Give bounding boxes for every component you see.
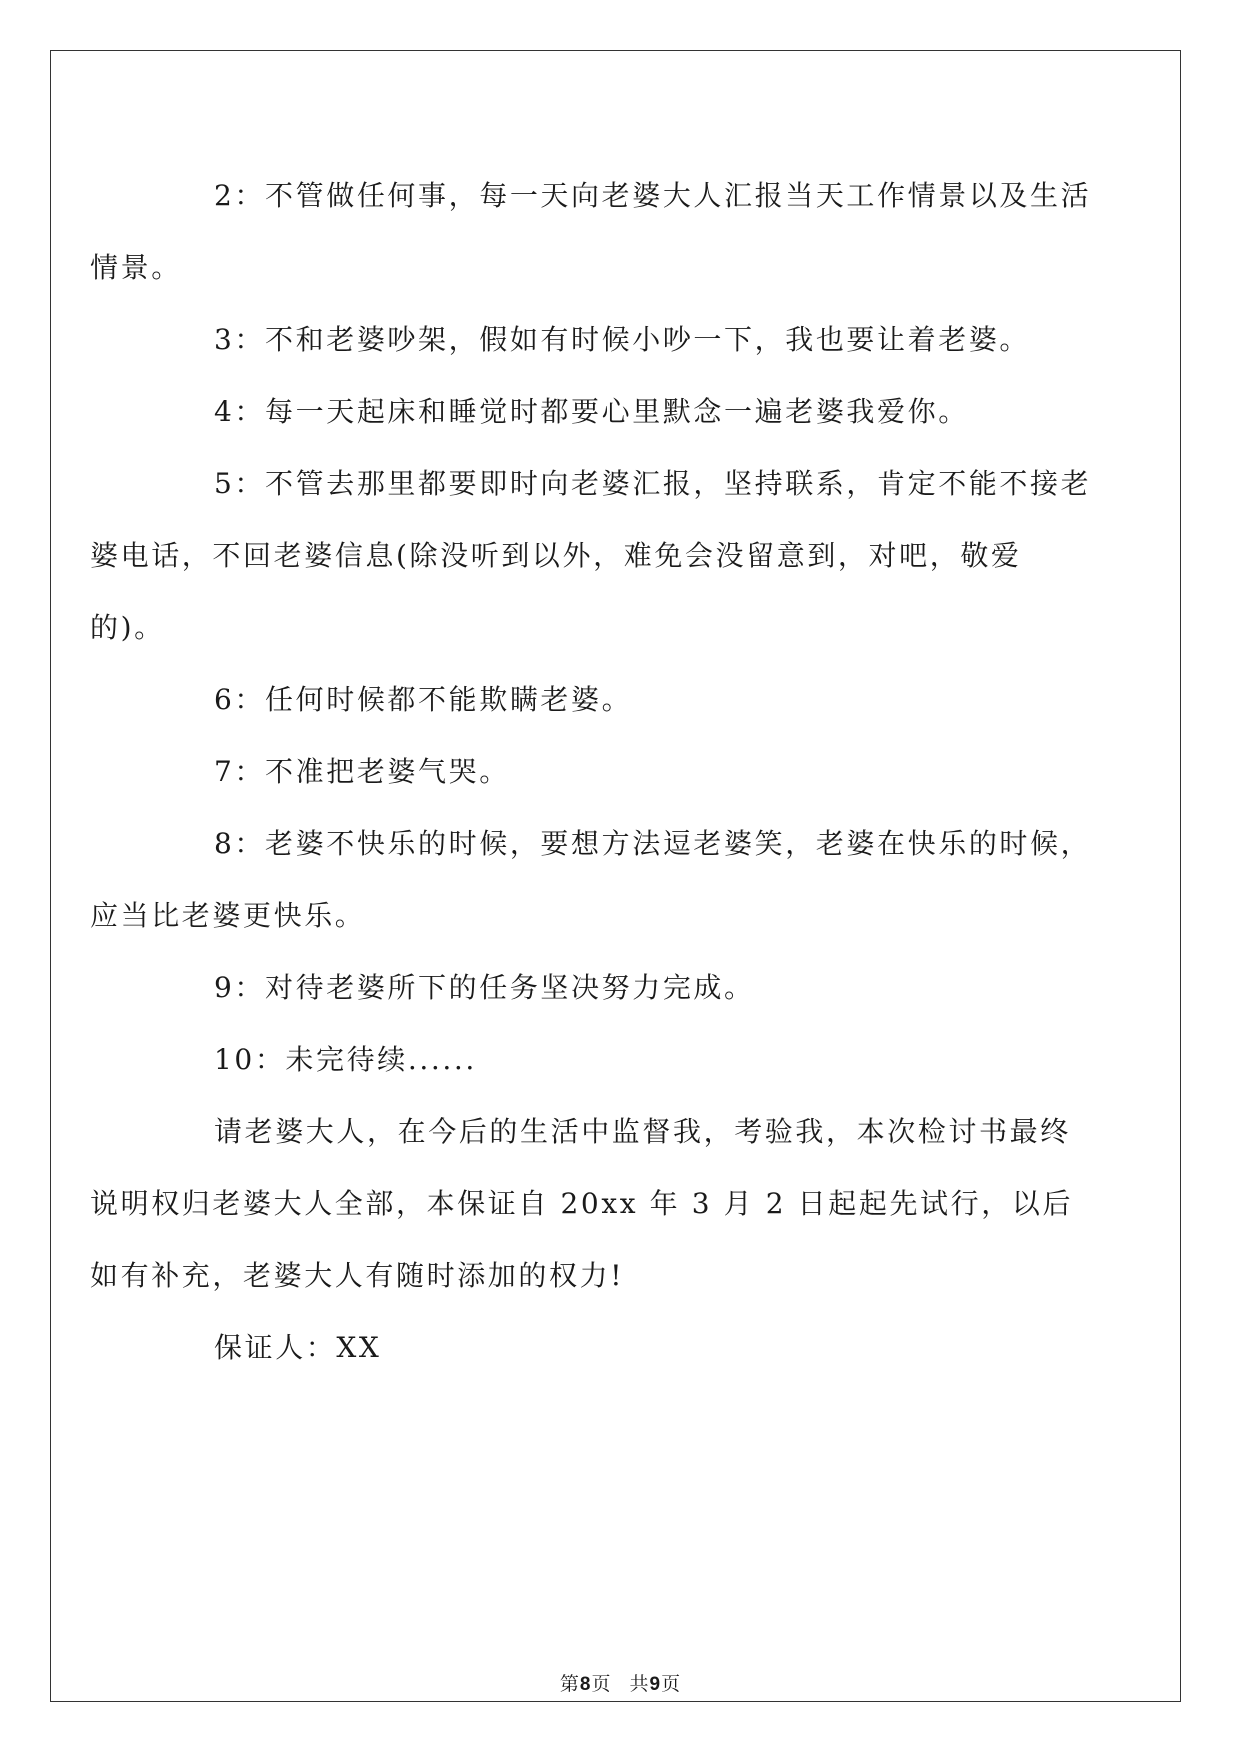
paragraph-item-2 (90, 160, 1092, 304)
text-line: 的)。 (90, 611, 165, 644)
text-line: 3：不和老婆吵架，假如有时候小吵一下，我也要让着老婆。 (214, 323, 1031, 356)
paragraph-item-5 (90, 448, 1092, 664)
total-pages-number: 9 (649, 1674, 662, 1695)
footer-total-suffix: 页 (661, 1673, 682, 1695)
text-line: 保证人：XX (214, 1331, 382, 1364)
paragraph-item-8 (90, 808, 1092, 952)
text-line: 请老婆大人，在今后的生活中监督我，考验我，本次检讨书最终 (214, 1115, 1071, 1148)
text-line: 7：不准把老婆气哭。 (214, 755, 510, 788)
text-line: 5：不管去那里都要即时向老婆汇报，坚持联系，肯定不能不接老 (214, 467, 1092, 500)
text-line: 说明权归老婆大人全部，本保证自 20xx 年 3 月 2 日起起先试行，以后 (90, 1187, 1074, 1220)
text-line: 9：对待老婆所下的任务坚决努力完成。 (214, 971, 755, 1004)
current-page-number: 8 (579, 1674, 592, 1695)
paragraph-item-7 (152, 736, 1084, 808)
paragraph-item-4 (152, 376, 1084, 448)
text-line: 应当比老婆更快乐。 (90, 899, 366, 932)
paragraph-item-6 (152, 664, 1084, 736)
text-line: 4：每一天起床和睡觉时都要心里默念一遍老婆我爱你。 (214, 395, 969, 428)
text-line: 6：任何时候都不能欺瞒老婆。 (214, 683, 633, 716)
text-line: 婆电话，不回老婆信息(除没听到以外，难免会没留意到，对吧，敬爱 (90, 539, 1022, 572)
footer-total-prefix: 共 (629, 1673, 650, 1695)
text-line: 2：不管做任何事，每一天向老婆大人汇报当天工作情景以及生活 (214, 179, 1092, 212)
paragraph-item-9 (152, 952, 1084, 1024)
page-footer (0, 1672, 1241, 1697)
text-line: 8：老婆不快乐的时候，要想方法逗老婆笑，老婆在快乐的时候， (214, 827, 1092, 860)
paragraph-item-3 (152, 304, 1084, 376)
footer-page-suffix: 页 (591, 1673, 612, 1695)
paragraph-closing (90, 1096, 1084, 1312)
document-body (90, 160, 1092, 1384)
paragraph-signature (152, 1312, 1084, 1384)
text-line: 如有补充，老婆大人有随时添加的权力! (90, 1259, 625, 1292)
text-line: 情景。 (90, 251, 182, 284)
paragraph-item-10 (152, 1024, 1084, 1096)
text-line: 10：未完待续...... (214, 1043, 477, 1076)
footer-prefix: 第 (559, 1673, 580, 1695)
